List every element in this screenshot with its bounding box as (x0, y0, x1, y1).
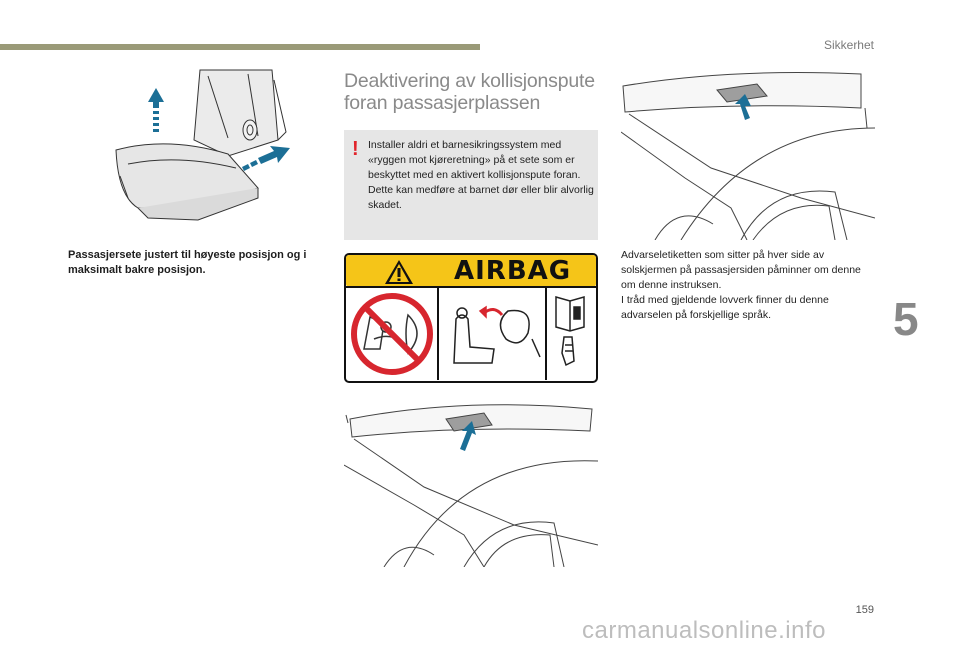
airbag-label-title: AIRBAG (454, 256, 572, 286)
label-description-text: Advarseletiketten som sitter på hver side av solskjermen på passasjersiden påminner om denne om denne instruksen. I tråd med gjeldende lovverk finner du denne advarselen på forskjellige språk. (621, 249, 861, 321)
warning-text: Installer aldri et barnesikringssystem med «ryggen mot kjøreretning» på et sete som er beskyttet med en aktivert kollisjonspute foran. Dette kan medføre at barnet dør eller blir alvorlig skadet. (368, 139, 594, 211)
page-number: 159 (855, 604, 874, 616)
section-title: Deaktivering av kollisjonspute foran passasjerplassen (344, 70, 595, 114)
back-arrow-icon (242, 146, 290, 171)
warning-mark: ! (352, 138, 359, 160)
watermark: carmanualsonline.info (582, 617, 826, 644)
section-name: Sikkerhet (823, 38, 874, 52)
warning-box (344, 130, 598, 240)
no-rear-facing-seat-icon (354, 296, 430, 372)
seat-illustration (108, 68, 308, 228)
airbag-warning-label (344, 253, 598, 383)
sun-visor-illustration-right (621, 68, 875, 240)
up-arrow-icon (148, 88, 164, 108)
seat-caption: Passasjersete justert til høyeste posisjon og i maksimalt bakre posisjon. (68, 249, 307, 276)
header-accent-bar (0, 44, 480, 50)
chapter-number-tab: 5 (893, 293, 919, 345)
sun-visor-illustration-left (344, 395, 598, 567)
